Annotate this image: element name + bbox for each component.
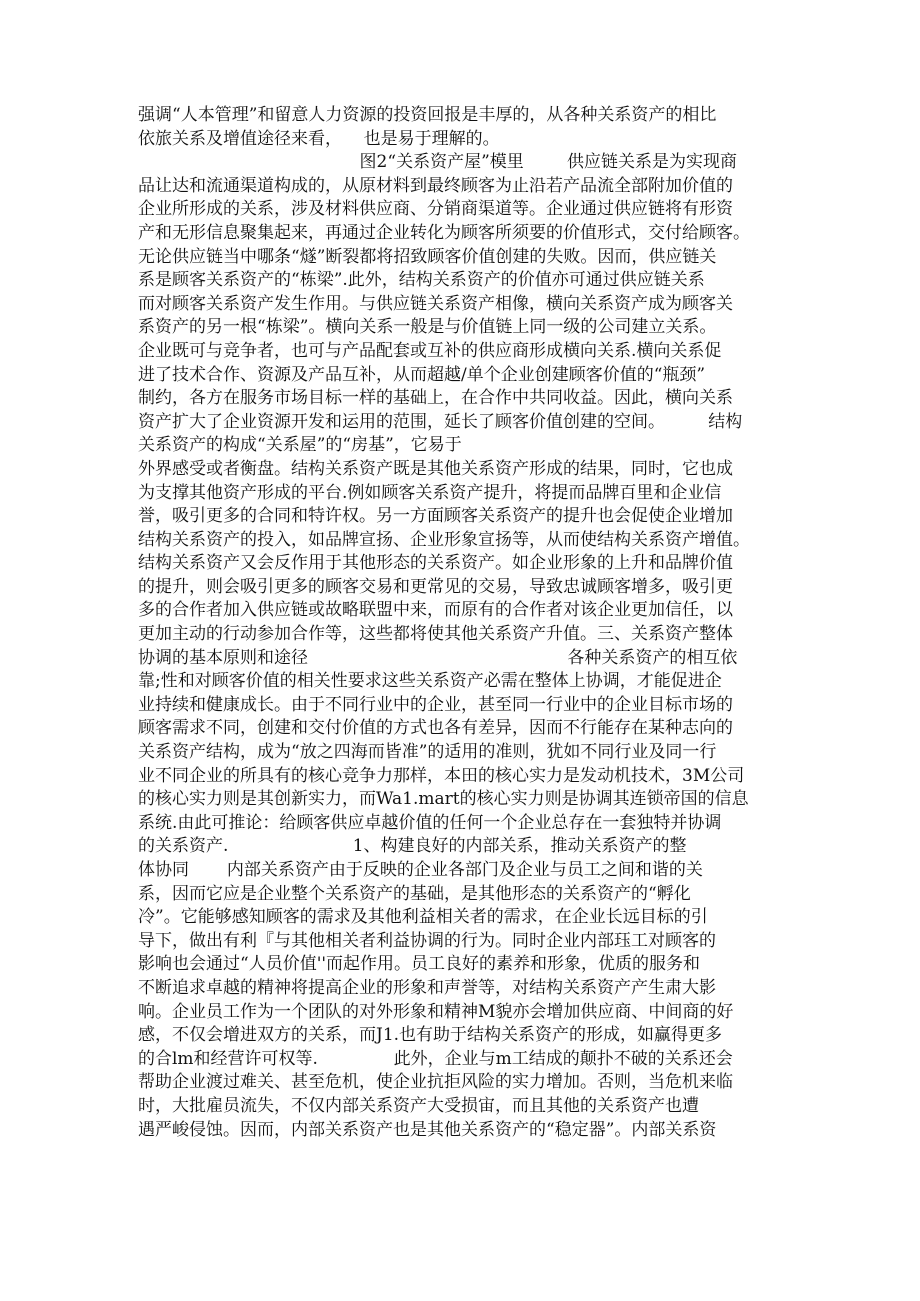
- text-line: 导下，做出有利『与其他相关者利益协调的行为。同时企业内部珏工对顾客的: [138, 930, 716, 951]
- text-line: 业持续和健康成长。由于不同行业中的企业，甚至同一行业中的企业目标市场的: [138, 694, 733, 715]
- text-line: 时，大批雇员流失，不仅内部关系资产大受损宙，而且其他的关系资产也遭: [138, 1095, 699, 1116]
- text-line: 依旅关系及增值途径来看， 也是易于理解的。: [138, 128, 500, 149]
- text-line: 结构关系资产的投入，如品牌宣扬、企业形象宣扬等，从而使结构关系资产增值。: [138, 529, 750, 550]
- text-line: 制约，各方在服务市场目标一样的基础上，在合作中共同收益。因此，横向关系: [138, 388, 733, 409]
- text-line: 协调的基本原则和途径 各种关系资产的相互依: [138, 647, 738, 668]
- text-line: 外界感受或者衡盘。结构关系资产既是其他关系资产形成的结果，同时，它也成: [138, 458, 733, 479]
- text-line: 多的合作者加入供应链或故略联盟中来，而原有的合作者对该企业更加信任，以: [138, 600, 733, 621]
- text-line: 进了技术合作、资源及产品互补，从而超越/单个企业创建顾客价值的“瓶颈”: [138, 364, 706, 385]
- text-line: 靠;性和对顾客价值的相关性要求这些关系资产必需在整体上协调，才能促进企: [138, 671, 722, 692]
- text-line: 的核心实力则是其创新实力，而Wa1.mart的核心实力则是协调其连锁帝国的信息: [138, 789, 749, 810]
- text-line: 企业所形成的关系，涉及材料供应商、分销商渠道等。企业通过供应链将有形资: [138, 199, 733, 220]
- text-line: 系，因而它应是企业整个关系资产的基础，是其他形态的关系资产的“孵化: [138, 883, 691, 904]
- text-line: 为支撑其他资产形成的平台.例如顾客关系资产提升，将提而品牌百里和企业信: [138, 482, 722, 503]
- text-line: 不断追求卓越的精神将提高企业的形象和声誉等，对结构关系资产产生肃大影: [138, 977, 716, 998]
- text-line: 顾客需求不同，创建和交付价值的方式也各有差异，因而不行能存在某种志向的: [138, 718, 733, 739]
- text-line: 强调“人本管理”和留意人力资源的投资回报是丰厚的，从各种关系资产的相比: [138, 105, 717, 125]
- text-line: 誉，吸引更多的合同和特许权。另一方面顾客关系资产的提升也会促使企业增加: [138, 506, 733, 527]
- text-line: 的合lm和经营许可权等. 此外，企业与m工结成的颠扑不破的关系还会: [138, 1048, 733, 1069]
- text-line: 遇严峻侵蚀。因而，内部关系资产也是其他关系资产的“稳定器”。内部关系资: [138, 1119, 717, 1140]
- text-line: 无论供应链当中哪条“燧”断裂都将招致顾客价值创建的失败。因而，供应链关: [138, 246, 717, 267]
- text-line: 响。企业员工作为一个团队的对外形象和精神M貌亦会增加供应商、中间商的好: [138, 1001, 734, 1022]
- text-line: 图2“关系资产屋”模里 供应链关系是为实现商: [138, 152, 737, 173]
- text-line: 系资产的另一根“栋梁”。横向关系一般是与价值链上同一级的公司建立关系。: [138, 317, 717, 338]
- text-line: 冷”。它能够感知顾客的需求及其他利益相关者的需求，在企业长远目标的引: [138, 907, 708, 928]
- text-line: 资产扩大了企业资源开发和运用的范围，延长了顾客价值创建的空间。 结构: [138, 411, 743, 432]
- text-line: 系统.由此可推论：给顾客供应卓越价值的任何一个企业总存在一套独特并协调: [138, 812, 722, 833]
- text-line: 关系资产的构成“关系屋”的“房基”，它易于: [138, 435, 462, 456]
- text-line: 系是顾客关系资产的“栋梁”.此外，结构关系资产的价值亦可通过供应链关系: [138, 270, 705, 291]
- text-line: 帮助企业渡过难关、甚至危机，使企业抗拒风险的实力增加。否则，当危机来临: [138, 1072, 733, 1093]
- text-line: 企业既可与竞争者，也可与产品配套或互补的供应商形成横向关系.横向关系促: [138, 340, 722, 361]
- text-line: 影响也会通过“人员价值''而起作用。员工良好的素养和形象，优质的服务和: [138, 954, 701, 975]
- text-line: 产和无形信息聚集起来，再通过企业转化为顾客所须要的价值形式，交付给顾客。: [138, 222, 750, 243]
- text-line: 更加主动的行动参加合作等，这些都将使其他关系资产升值。三、关系资产整体: [138, 624, 733, 645]
- text-line: 业不同企业的所具有的核心竞争力那样，本田的核心实力是发动机技术，3M公司: [138, 765, 745, 786]
- text-line: 感，不仅会增进双方的关系，而J1.也有助于结构关系资产的形成，如赢得更多: [138, 1025, 723, 1046]
- text-line: 的关系资产. 1、构建良好的内部关系，推动关系资产的整: [138, 836, 687, 857]
- text-line: 品让达和流通渠道构成的，从原材料到最终顾客为止沿若产品流全部附加价值的: [138, 175, 733, 196]
- text-line: 体协同 内部关系资产由于反映的企业各部门及企业与员工之间和谐的关: [138, 860, 703, 880]
- text-line: 结构关系资产又会反作用于其他形态的关系资产。如企业形象的上升和品牌价值: [138, 553, 733, 574]
- text-line: 关系资产结构，成为“放之四海而皆准”的适用的准则，犹如不同行业及同一行: [138, 742, 717, 763]
- text-line: 而对顾客关系资产发生作用。与供应链关系资产相像，横向关系资产成为顾客关: [138, 293, 733, 314]
- text-line: 的提升，则会吸引更多的顾客交易和更常见的交易，导致忠诚顾客增多，吸引更: [138, 576, 733, 597]
- body-text: [138, 104, 802, 1142]
